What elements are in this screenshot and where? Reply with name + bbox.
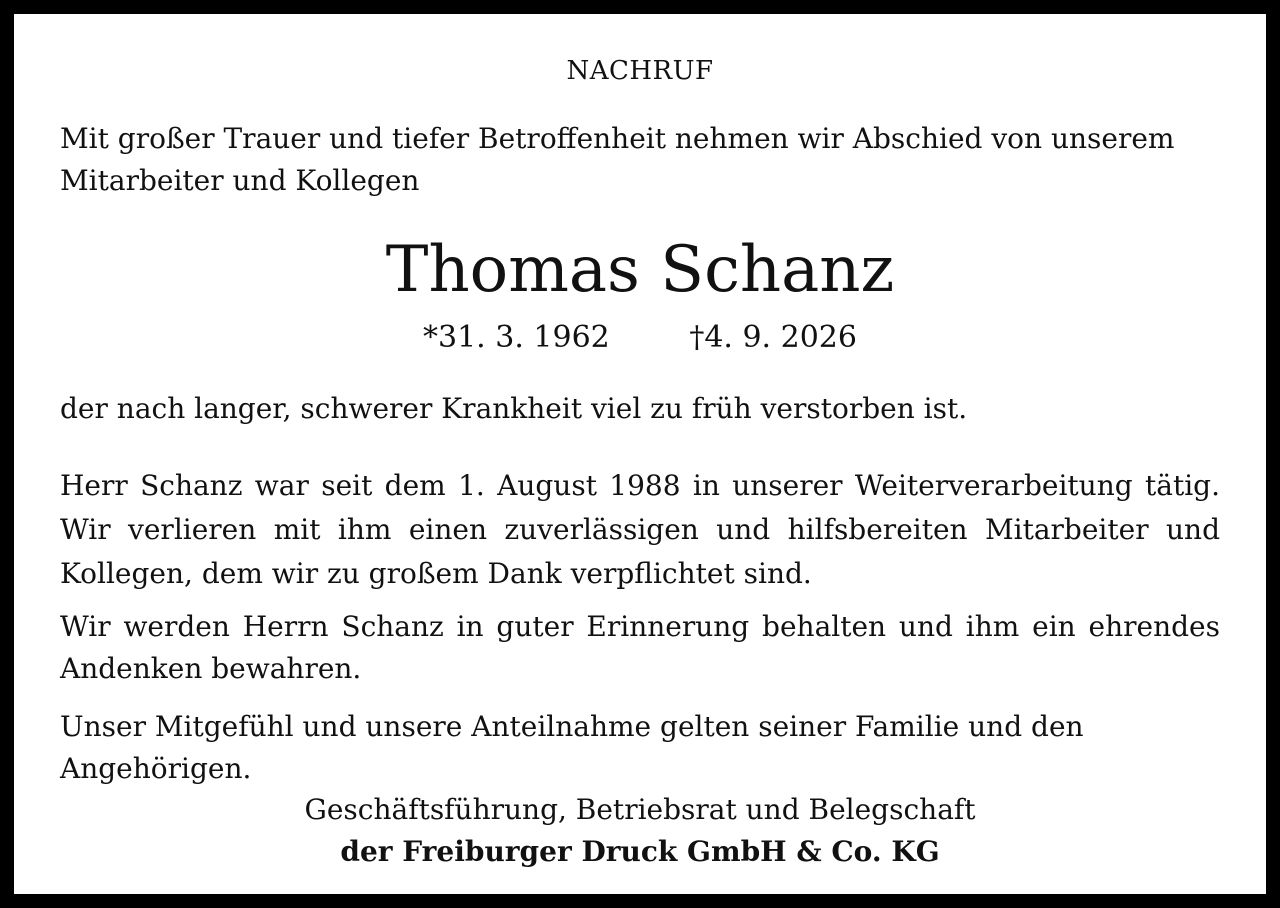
signature-company: der Freiburger Druck GmbH & Co. KG [340, 835, 940, 868]
signature-line-1: Geschäftsführung, Betriebsrat und Belegschaft [304, 793, 976, 826]
paragraph-career: Herr Schanz war seit dem 1. August 1988 in unserer Weiterverarbeitung tätig. Wir verlieren mit ihm einen zuverlässigen und hilfsbereiten Mitarbeiter und Kollegen, dem wir zu großem Dank verpflichtet sind. [60, 469, 1220, 590]
life-dates [14, 318, 1266, 358]
intro-text: Mit großer Trauer und tiefer Betroffenheit nehmen wir Abschied von unserem Mitarbeiter und Kollegen [60, 122, 1175, 197]
paragraph-remembrance: Wir werden Herrn Schanz in guter Erinnerung behalten und ihm ein ehrendes Andenken bewahren. [60, 610, 1220, 685]
birth-date: *31. 3. 1962 [423, 320, 610, 355]
deceased-name: Thomas Schanz [385, 233, 895, 307]
death-date: †4. 9. 2026 [689, 320, 857, 355]
paragraph-condolence: Unser Mitgefühl und unsere Anteilnahme gelten seiner Familie und den Angehörigen. [60, 710, 1084, 785]
paragraph-cause: der nach langer, schwerer Krankheit viel zu früh verstorben ist. [60, 392, 968, 425]
notice-heading: NACHRUF [566, 56, 714, 86]
